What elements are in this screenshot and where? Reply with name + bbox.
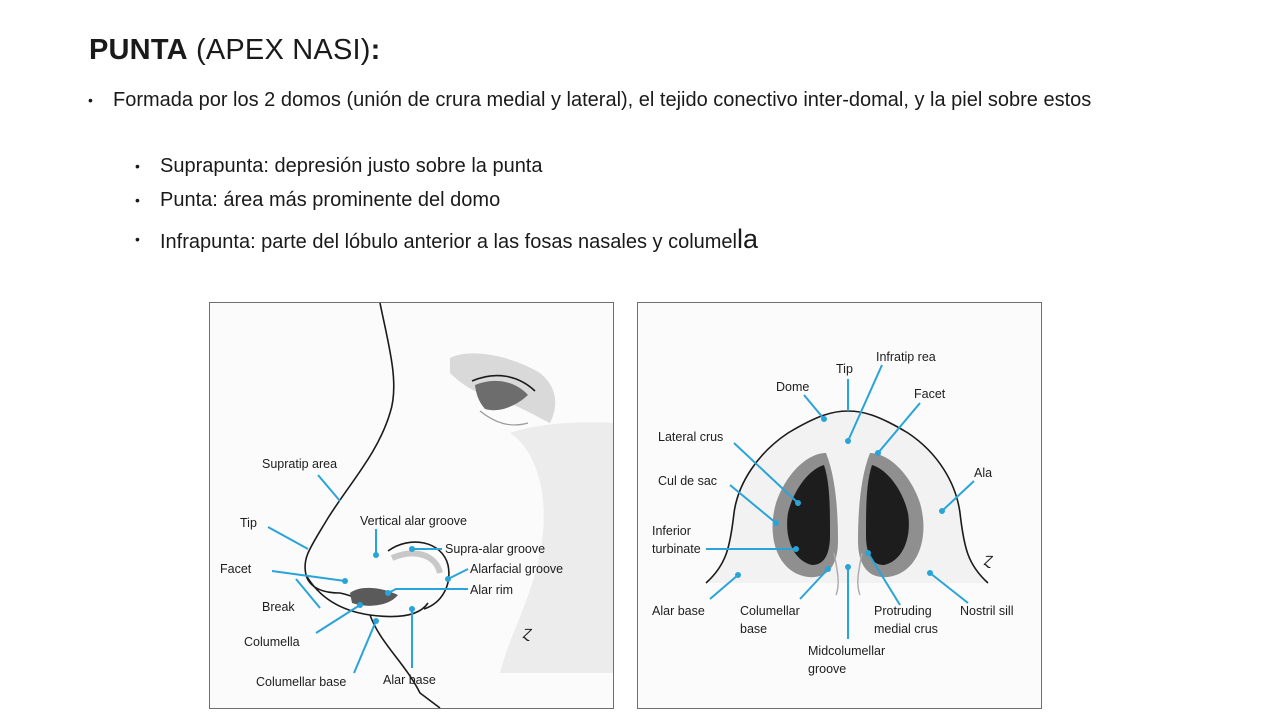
dot-columella — [357, 602, 363, 608]
label-infratip: Infratip rea — [876, 350, 936, 364]
label-break: Break — [262, 600, 295, 614]
bullet-dot: • — [88, 92, 93, 108]
dot-lateral-crus — [795, 500, 801, 506]
dot-cul-de-sac — [773, 520, 779, 526]
label-dome: Dome — [776, 380, 810, 394]
bullet-main-text: Formada por los 2 domos (unión de crura medial y lateral), el tejido conectivo inter-domal, y la piel sobre estos — [113, 89, 1092, 111]
label-lateral-crus: Lateral crus — [658, 430, 724, 444]
label-medial-crus: medial crus — [874, 622, 938, 636]
leader-columella — [316, 605, 360, 633]
label-midcolumellar-line2: groove — [808, 662, 847, 676]
label-alarfacial-groove: Alarfacial groove — [470, 562, 564, 576]
artist-signature: Ɀ — [522, 627, 531, 641]
label-alar-base: Alar base — [652, 604, 705, 618]
dot-vertical-alar — [373, 552, 379, 558]
bullet-dot: • — [135, 158, 140, 174]
label-supra-alar-groove: Supra-alar groove — [445, 542, 546, 556]
bullet-dot: • — [135, 231, 140, 247]
bullet-punta — [135, 186, 501, 214]
label-ala: Ala — [974, 466, 993, 480]
basal-nose-diagram — [637, 302, 1042, 709]
label-facet: Facet — [914, 387, 946, 401]
bullet-infrapunta — [135, 224, 759, 256]
label-nostril-sill: Nostril sill — [960, 604, 1014, 618]
dot-alar-rim — [385, 590, 391, 596]
label-columellar-base: Columellar base — [256, 675, 347, 689]
dot-inferior-turbinate — [793, 546, 799, 552]
leader-break — [296, 579, 320, 608]
label-midcolumellar: Midcolumellar — [808, 644, 886, 658]
bullet-infrapunta-text: Infrapunta: parte del lóbulo anterior a las fosas nasales y columel — [160, 231, 738, 253]
bullet-punta-text: Punta: área más prominente del domo — [160, 189, 501, 211]
leader-dome — [804, 395, 824, 419]
dot-alarfacial — [445, 576, 451, 582]
label-columella: Columella — [244, 635, 300, 649]
leader-alarfacial — [448, 569, 468, 579]
bullet-suprapunta-text: Suprapunta: depresión justo sobre la punta — [160, 155, 543, 177]
dot-ala — [939, 508, 945, 514]
title-rest: (APEX NASI) — [187, 34, 371, 66]
label-tip: Tip — [240, 516, 257, 530]
leader-supratip — [318, 475, 340, 501]
dot-facet — [875, 450, 881, 456]
dot-alar-base — [409, 606, 415, 612]
dot-nostril-sill — [927, 570, 933, 576]
title-bold: PUNTA — [89, 34, 188, 66]
label-alar-rim: Alar rim — [470, 583, 514, 597]
bullet-main — [88, 86, 1185, 114]
label-tip: Tip — [836, 362, 853, 376]
bullet-infrapunta-tail: la — [737, 224, 759, 254]
dot-midcolumellar — [845, 564, 851, 570]
basal-nose-illustration — [638, 303, 1041, 708]
dot-facet — [342, 578, 348, 584]
bullet-suprapunta — [135, 152, 543, 180]
dot-supra-alar — [409, 546, 415, 552]
dot-protruding — [865, 550, 871, 556]
leader-columellar-base — [354, 621, 376, 673]
label-columellar: Columellar — [740, 604, 800, 618]
label-vertical-alar-groove: Vertical alar groove — [360, 514, 468, 528]
leader-alar-rim — [388, 589, 468, 593]
dot-columellar-base — [373, 618, 379, 624]
bullet-dot: • — [135, 192, 140, 208]
nose-base-fill — [706, 411, 988, 583]
dot-alar-base — [735, 572, 741, 578]
title-colon: : — [370, 34, 381, 66]
label-facet: Facet — [220, 562, 252, 576]
artist-signature: Ɀ — [983, 554, 992, 568]
slide-title — [89, 34, 380, 67]
label-supratip: Supratip area — [262, 457, 338, 471]
label-alar-base: Alar base — [383, 673, 436, 687]
dot-infratip — [845, 438, 851, 444]
lateral-nose-diagram — [209, 302, 614, 709]
lateral-nose-illustration — [210, 303, 613, 708]
label-cul-de-sac: Cul de sac — [658, 474, 718, 488]
dot-columellar-base — [825, 566, 831, 572]
nose-profile — [305, 303, 394, 603]
alar-shading — [392, 553, 440, 573]
leader-tip — [268, 527, 308, 549]
upper-lip — [370, 615, 440, 708]
label-inferior: Inferior — [652, 524, 691, 538]
label-columellar-base-line2: base — [740, 622, 768, 636]
lower-lid — [480, 411, 528, 425]
dot-dome — [821, 416, 827, 422]
label-protruding: Protruding — [874, 604, 932, 618]
label-turbinate: turbinate — [652, 542, 701, 556]
